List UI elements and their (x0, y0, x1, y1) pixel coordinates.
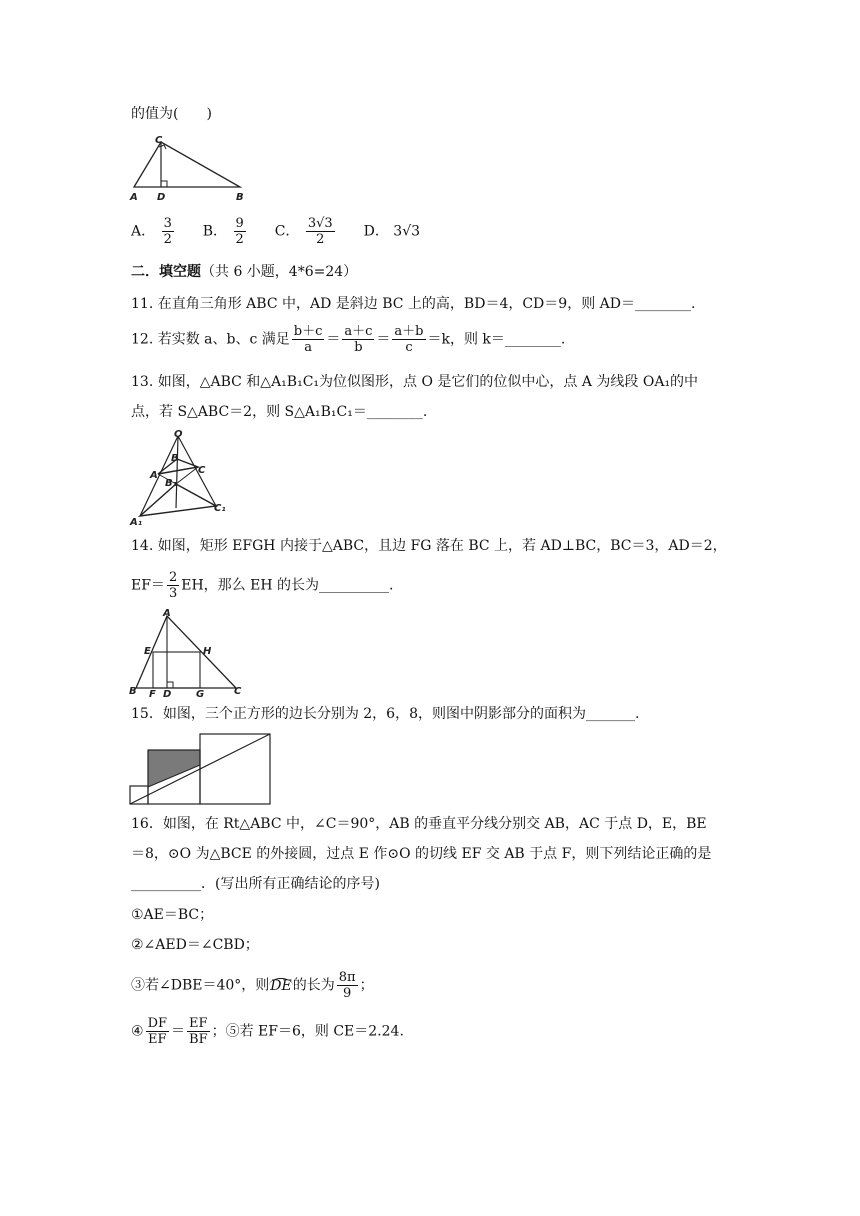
q13-label-o: O (174, 429, 183, 440)
q11-text: 11. 在直角三角形 ABC 中，AD 是斜边 BC 上的高，BD＝4，CD＝9，则 AD＝________. (131, 296, 696, 312)
q16-conclusion-1: ①AE＝BC； (131, 907, 214, 923)
q14-label-d: D (163, 689, 172, 698)
q16-fraction-df-ef: $\frac{DF}{EF}$ (147, 1016, 168, 1047)
option-b-label: B． (202, 223, 228, 240)
q14-figure (128, 608, 246, 698)
section-title (131, 262, 357, 282)
q14-label-e: E (144, 646, 151, 657)
section-note: （共 6 小题，4*6=24） (201, 264, 358, 280)
q12-fraction-1: $\frac{b+c}{a}$ (293, 324, 323, 355)
option-c-fraction: $\frac{3√3}{2}$ (307, 216, 333, 247)
q10-options (131, 216, 420, 247)
q16-line1: 16．如图，在 Rt△ABC 中，∠C＝90°，AB 的垂直平分线分别交 AB，AC 于点 D，E，BE (131, 816, 707, 832)
q12-fraction-3: $\frac{a+b}{c}$ (394, 324, 424, 355)
q14-label-g: G (196, 689, 205, 698)
q16-conclusion-2: ②∠AED＝∠CBD； (131, 937, 259, 953)
q13-label-b1: B₁ (165, 478, 178, 489)
option-c-label: C． (274, 223, 300, 240)
q14-label-a: A (163, 608, 171, 619)
q16-arc-de: DE (270, 977, 292, 994)
q14-label-f: F (149, 689, 156, 698)
q13-label-b: B (171, 453, 179, 464)
q13-line2: 点，若 S△ABC＝2，则 S△A₁B₁C₁＝________. (131, 404, 428, 420)
q10-tail: 的值为( ) (131, 106, 212, 122)
option-d-label: D． (363, 223, 389, 240)
q13-label-a: A (150, 470, 158, 481)
q14-label-b: B (129, 686, 137, 697)
q15-figure (128, 732, 272, 806)
q10-figure (128, 132, 246, 204)
q12-line: 12. 若实数 a、b、c 满足 $\frac{b+c}{a}$ ＝ $\frac{a+c}{b}$ ＝ $\frac{a+b}{c}$ ＝k，则 k＝________. (131, 324, 566, 355)
q16-fraction-ef-bf: $\frac{EF}{BF}$ (189, 1016, 208, 1047)
q14-line1: 14. 如图，矩形 EFGH 内接于△ABC，且边 FG 落在 BC 上，若 AD⊥BC，BC＝3，AD＝2， (131, 538, 727, 554)
q12-fraction-2: $\frac{a+c}{b}$ (344, 324, 373, 355)
q15-text: 15．如图，三个正方形的边长分别为 2，6，8，则图中阴影部分的面积为_______. (131, 706, 640, 722)
q14-line2: EF＝ $\frac{2}{3}$ EH，那么 EH 的长为__________. (131, 570, 394, 601)
q14-label-h: H (203, 646, 212, 657)
q10-label-c: C (155, 135, 163, 146)
option-b-fraction: $\frac{9}{2}$ (235, 216, 244, 247)
q10-label-b: B (236, 192, 244, 203)
option-a-label: A． (131, 223, 156, 240)
q13-line1: 13. 如图，△ABC 和△A₁B₁C₁为位似图形，点 O 是它们的位似中心，点 A 为线段 OA₁的中 (131, 374, 699, 390)
section-heading: 二．填空题 (131, 264, 201, 280)
q14-fraction: $\frac{2}{3}$ (168, 570, 178, 601)
q14-label-c: C (234, 686, 242, 697)
q10-label-d: D (157, 192, 166, 203)
q13-label-a1: A₁ (130, 517, 143, 526)
q13-figure (128, 428, 232, 526)
option-d-text: 3√3 (393, 223, 421, 240)
option-a-fraction: $\frac{3}{2}$ (163, 216, 172, 247)
q13-label-c1: C₁ (214, 503, 226, 514)
q16-fraction-arc: $\frac{8\pi}{9}$ (338, 970, 356, 1001)
q13-label-c: C (198, 465, 206, 476)
q16-line3: __________．(写出所有正确结论的序号) (131, 876, 380, 892)
q16-line2: ＝8，⊙O 为△BCE 的外接圆，过点 E 作⊙O 的切线 EF 交 AB 于点 F，则下列结论正确的是 (131, 846, 712, 862)
q16-conclusion-3: ③若∠DBE＝40°，则DE的长为 $\frac{8\pi}{9}$ ； (131, 970, 374, 1001)
q10-label-a: A (130, 192, 138, 203)
q16-conclusion-4-5: ④ $\frac{DF}{EF}$ ＝ $\frac{EF}{BF}$ ；⑤若 EF＝6，则 CE＝2.24. (131, 1016, 404, 1047)
